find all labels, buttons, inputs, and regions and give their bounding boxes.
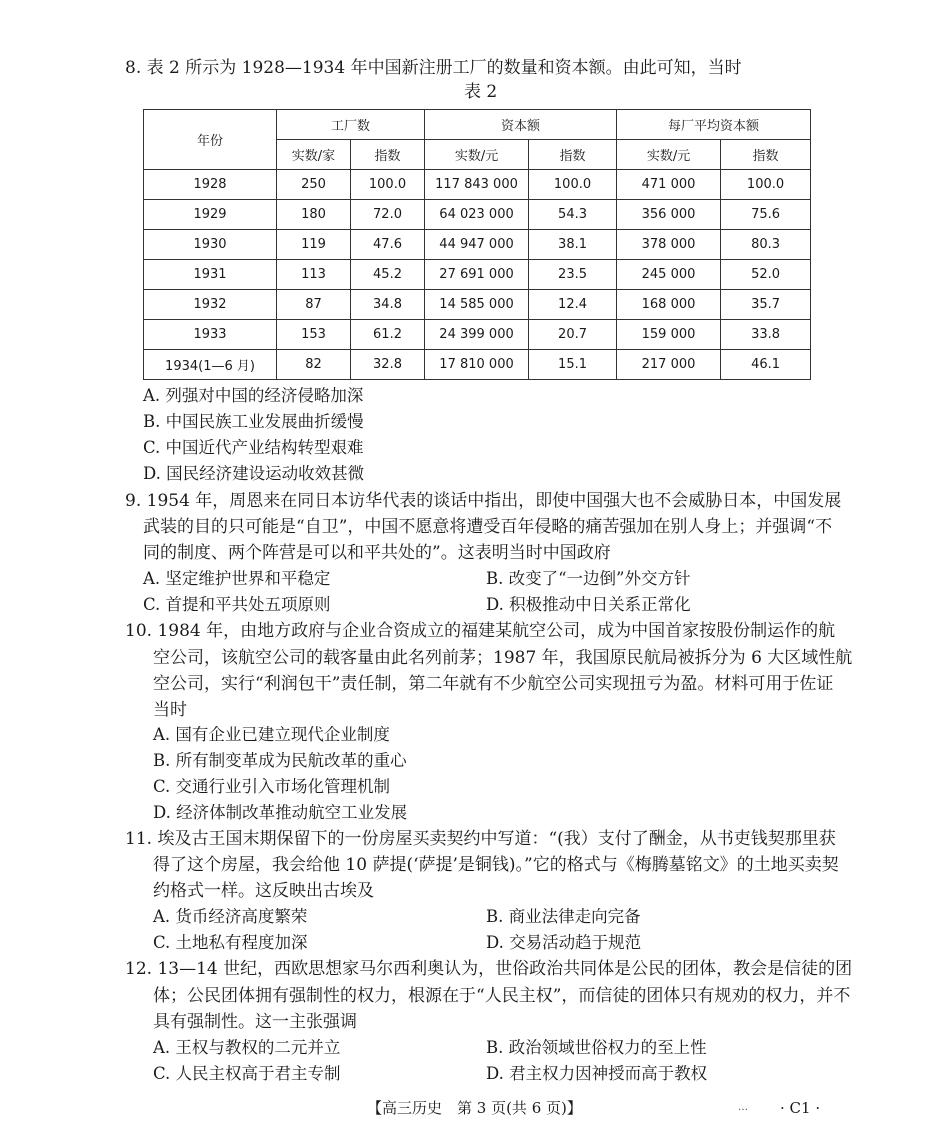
q8-stem: 8. 表 2 所示为 1928—1934 年中国新注册工厂的数量和资本额。由此可知，当时 [125, 58, 742, 78]
q9-stem-line: 9. 1954 年，周恩来在同日本访华代表的谈话中指出，即使中国强大也不会威胁日本，中国发展 [125, 491, 842, 511]
table-row [144, 290, 811, 320]
subheader-index: 指数 [351, 140, 425, 170]
q9-option-d[interactable]: D. 积极推动中日关系正常化 [486, 595, 691, 614]
cell: 250 [277, 170, 351, 200]
cell: 14 585 000 [425, 290, 529, 320]
q12-option-d[interactable]: D. 君主权力因神授而高于教权 [486, 1064, 708, 1083]
subheader-index: 指数 [529, 140, 617, 170]
cell: 113 [277, 260, 351, 290]
cell: 33.8 [721, 320, 811, 350]
cell: 38.1 [529, 230, 617, 260]
q12-option-c[interactable]: C. 人民主权高于君主专制 [153, 1064, 341, 1083]
q9-stem-line: 武装的目的只可能是“自卫”，中国不愿意将遭受百年侵略的痛苦强加在别人身上；并强调“不 [143, 517, 833, 537]
q10-option-d[interactable]: D. 经济体制改革推动航空工业发展 [153, 803, 408, 822]
cell: 64 023 000 [425, 200, 529, 230]
q11-option-b[interactable]: B. 商业法律走向完备 [486, 907, 641, 926]
q10-option-c[interactable]: C. 交通行业引入市场化管理机制 [153, 777, 391, 796]
q12-stem-line: 具有强制性。这一主张强调 [153, 1012, 357, 1032]
cell: 24 399 000 [425, 320, 529, 350]
cell: 378 000 [617, 230, 721, 260]
header-capital: 资本额 [425, 110, 617, 140]
cell: 12.4 [529, 290, 617, 320]
cell-year: 1932 [144, 290, 277, 320]
cell: 100.0 [529, 170, 617, 200]
cell: 20.7 [529, 320, 617, 350]
cell: 87 [277, 290, 351, 320]
table-row [144, 200, 811, 230]
cell: 52.0 [721, 260, 811, 290]
q12-option-b[interactable]: B. 政治领域世俗权力的至上性 [486, 1038, 707, 1057]
q8-option-c[interactable]: C. 中国近代产业结构转型艰难 [143, 438, 364, 457]
subheader-avg: 实数/元 [617, 140, 721, 170]
cell: 117 843 000 [425, 170, 529, 200]
cell: 100.0 [721, 170, 811, 200]
q10-stem-line: 空公司，该航空公司的载客量由此名列前茅；1987 年，我国原民航局被拆分为 6 大区域性航 [153, 648, 853, 668]
q9-stem-line: 同的制度、两个阵营是可以和平共处的”。这表明当时中国政府 [143, 543, 611, 563]
q11-stem-line: 得了这个房屋，我会给他 10 萨提(‘萨提’是铜钱)。”它的格式与《梅腾墓铭文》的土地买卖契 [153, 855, 839, 875]
cell: 159 000 [617, 320, 721, 350]
header-year: 年份 [144, 110, 277, 170]
q12-stem-line: 12. 13—14 世纪，西欧思想家马尔西利奥认为，世俗政治共同体是公民的团体，教会是信徒的团 [125, 959, 853, 979]
subheader-capital: 实数/元 [425, 140, 529, 170]
q8-option-a[interactable]: A. 列强对中国的经济侵略加深 [143, 386, 364, 405]
cell: 72.0 [351, 200, 425, 230]
cell: 471 000 [617, 170, 721, 200]
cell: 80.3 [721, 230, 811, 260]
table-row [144, 320, 811, 350]
factory-data-table [143, 109, 811, 380]
q11-option-a[interactable]: A. 货币经济高度繁荣 [153, 907, 308, 926]
header-factories: 工厂数 [277, 110, 425, 140]
cell: 35.7 [721, 290, 811, 320]
cell: 23.5 [529, 260, 617, 290]
cell: 153 [277, 320, 351, 350]
q12-option-a[interactable]: A. 王权与教权的二元并立 [153, 1038, 341, 1057]
q11-option-c[interactable]: C. 土地私有程度加深 [153, 933, 308, 952]
q11-option-d[interactable]: D. 交易活动趋于规范 [486, 933, 642, 952]
subheader-index: 指数 [721, 140, 811, 170]
cell: 119 [277, 230, 351, 260]
q11-stem-line: 11. 埃及古王国末期保留下的一份房屋买卖契约中写道：“(我）支付了酬金，从书吏钱契那里获 [125, 829, 836, 849]
table-row [144, 170, 811, 200]
q10-stem-line: 当时 [153, 700, 187, 720]
cell: 217 000 [617, 350, 721, 380]
cell-year: 1931 [144, 260, 277, 290]
q8-option-b[interactable]: B. 中国民族工业发展曲折缓慢 [143, 412, 364, 431]
cell: 180 [277, 200, 351, 230]
cell: 17 810 000 [425, 350, 529, 380]
cell: 45.2 [351, 260, 425, 290]
q10-option-a[interactable]: A. 国有企业已建立现代企业制度 [153, 725, 390, 744]
q8-option-d[interactable]: D. 国民经济建设运动收效甚微 [143, 464, 365, 483]
cell: 54.3 [529, 200, 617, 230]
q9-option-a[interactable]: A. 坚定维护世界和平稳定 [143, 569, 331, 588]
cell-year: 1934(1—6 月) [144, 350, 277, 380]
page-footer: 【高三历史 第 3 页(共 6 页)】 [367, 1099, 582, 1117]
q11-stem-line: 约格式一样。这反映出古埃及 [153, 881, 374, 901]
cell: 34.8 [351, 290, 425, 320]
cell: 46.1 [721, 350, 811, 380]
table-row [144, 260, 811, 290]
cell: 27 691 000 [425, 260, 529, 290]
cell: 47.6 [351, 230, 425, 260]
paper-code: · C1 · [780, 1099, 821, 1117]
q10-stem-line: 空公司，实行“利润包干”责任制，第二年就有不少航空公司实现扭亏为盈。材料可用于佐证 [153, 674, 834, 694]
cell-year: 1930 [144, 230, 277, 260]
table-row [144, 350, 811, 380]
cell-year: 1933 [144, 320, 277, 350]
cell: 356 000 [617, 200, 721, 230]
q10-stem-line: 10. 1984 年，由地方政府与企业合资成立的福建某航空公司，成为中国首家按股份制运作的航 [125, 621, 836, 641]
cell: 44 947 000 [425, 230, 529, 260]
cell: 245 000 [617, 260, 721, 290]
table-row [144, 230, 811, 260]
table-caption: 表 2 [464, 82, 498, 102]
subheader-count: 实数/家 [277, 140, 351, 170]
q9-option-b[interactable]: B. 改变了“一边倒”外交方针 [486, 569, 691, 588]
cell: 100.0 [351, 170, 425, 200]
cell: 82 [277, 350, 351, 380]
q12-stem-line: 体；公民团体拥有强制性的权力，根源在于“人民主权”，而信徒的团体只有规劝的权力，并不 [153, 986, 851, 1006]
header-avg-capital: 每厂平均资本额 [617, 110, 811, 140]
cell: 75.6 [721, 200, 811, 230]
cell-year: 1928 [144, 170, 277, 200]
cell-year: 1929 [144, 200, 277, 230]
cell: 32.8 [351, 350, 425, 380]
cell: 168 000 [617, 290, 721, 320]
cell: 61.2 [351, 320, 425, 350]
q10-option-b[interactable]: B. 所有制变革成为民航改革的重心 [153, 751, 407, 770]
footer-mark: … [738, 1102, 748, 1113]
q9-option-c[interactable]: C. 首提和平共处五项原则 [143, 595, 331, 614]
cell: 15.1 [529, 350, 617, 380]
